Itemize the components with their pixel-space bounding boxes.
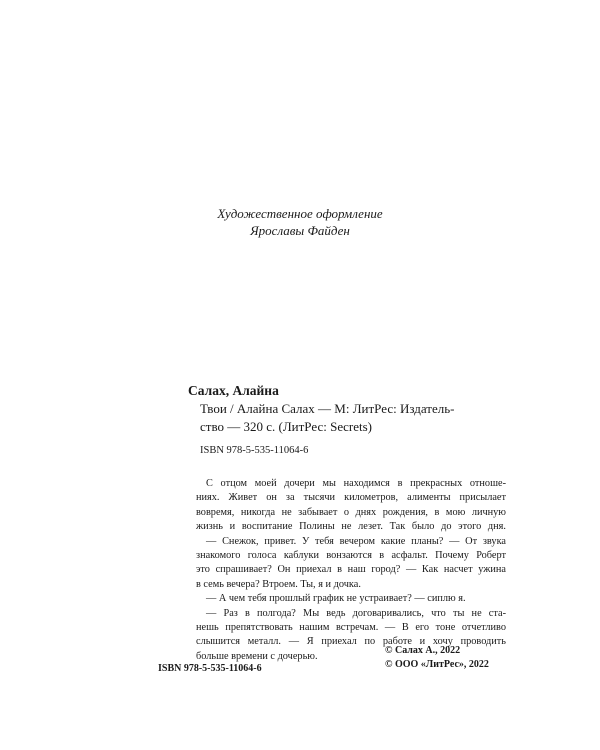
bibliographic-record [188, 382, 508, 458]
annotation-line: больше времени с дочерью. [196, 650, 318, 662]
bib-author: Салах, Алайна [188, 383, 279, 398]
annotation-line: — Снежок, привет. У тебя вечером какие планы? — От звука [206, 535, 506, 547]
design-credit-line-2: Ярославы Файден [250, 223, 350, 238]
annotation-line: нешь препятствовать нашим встречам. — В его тоне отчетливо [196, 622, 506, 634]
copyright-block [385, 644, 489, 672]
bib-isbn: ISBN 978-5-535-11064-6 [200, 445, 309, 456]
annotation-line: вовремя, никогда не забывает о днях рождения, в мою личную [196, 506, 506, 518]
annotation-line: — Раз в полгода? Мы ведь договаривались, что ты не ста- [206, 607, 506, 619]
bib-description-line-2: ство — 320 с. (ЛитРес: Secrets) [200, 419, 372, 434]
annotation-line: это спрашивает? Он приехал в наш город? — Как насчет ужина [196, 564, 506, 576]
copyright-author: © Салах А., 2022 [385, 645, 461, 656]
annotation-line: С отцом моей дочери мы находимся в прекрасных отноше- [206, 478, 506, 489]
annotation [196, 477, 506, 664]
annotation-line: слышится металл. — Я приехал по работе и хочу проводить [196, 636, 506, 648]
footer-isbn: ISBN 978-5-535-11064-6 [158, 663, 262, 674]
design-credit-line-1: Художественное оформление [217, 206, 383, 221]
annotation-line: — А чем тебя прошлый график не устраивает? — сиплю я. [206, 593, 466, 605]
annotation-line: в семь вечера? Втроем. Ты, я и дочка. [196, 578, 361, 590]
bib-description [188, 400, 508, 436]
bib-description-line-1: Твои / Алайна Салах — М: ЛитРес: Издатель- [200, 401, 455, 416]
annotation-line: жизнь и воспитание Полины не лезет. Так было до этого дня. [196, 521, 506, 533]
design-credit [0, 205, 600, 239]
annotation-line: знакомого голоса каблуки вонзаются в асфальт. Почему Роберт [196, 550, 506, 562]
copyright-publisher: © ООО «ЛитРес», 2022 [385, 659, 489, 670]
annotation-line: ниях. Живет он за тысячи километров, алименты присылает [196, 492, 506, 504]
